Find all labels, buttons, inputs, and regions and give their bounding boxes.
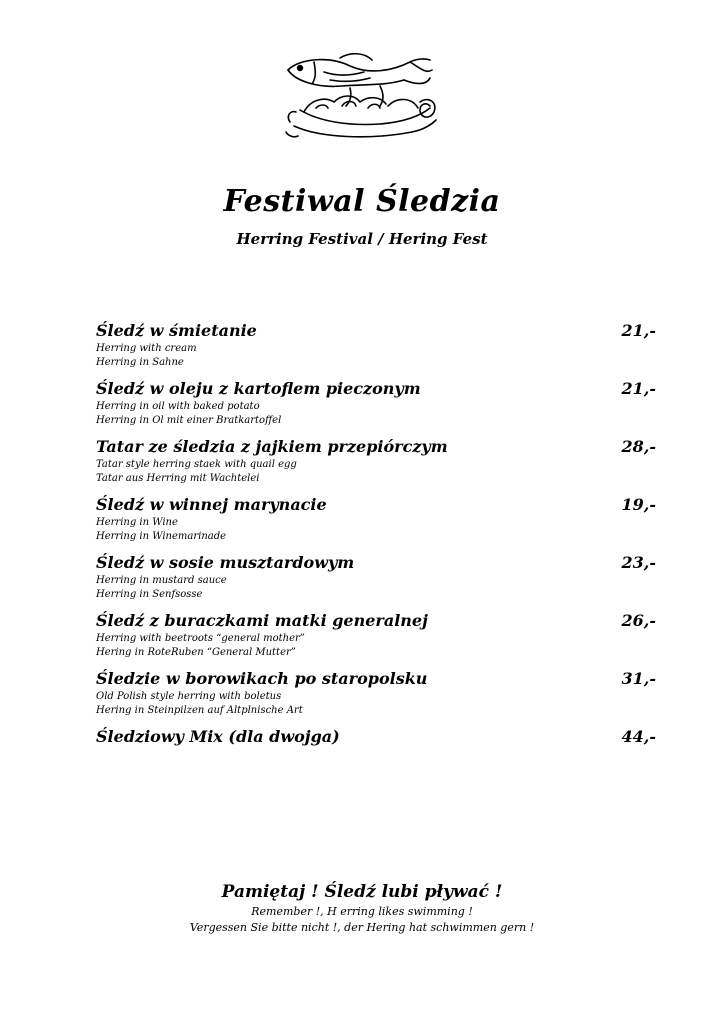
page-subtitle: Herring Festival / Hering Fest	[236, 230, 488, 248]
menu-item-price: 31,-	[621, 669, 656, 688]
menu-item	[96, 610, 656, 668]
menu-item-desc-de: Hering in Steinpilzen auf Altplnische Art	[96, 705, 303, 716]
menu-item-desc-de: Herring in Winemarinade	[96, 531, 227, 542]
menu-item-name: Śledziowy Mix (dla dwojga)	[96, 727, 340, 746]
menu-item-desc-de: Tatar aus Herring mit Wachtelei	[96, 473, 260, 484]
menu-item	[96, 668, 656, 726]
menu-item-desc-en: Herring in Wine	[96, 517, 178, 528]
menu-item-desc-en: Old Polish style herring with boletus	[96, 691, 282, 702]
fish-platter-icon	[280, 52, 444, 144]
footer-slogan: Pamiętaj ! Śledź lubi pływać !	[221, 882, 503, 902]
menu-item-desc-en: Tatar style herring staek with quail egg	[96, 459, 297, 470]
menu-item-desc-de: Herring in Ol mit einer Bratkartoffel	[96, 415, 282, 426]
menu-item-price: 19,-	[621, 495, 656, 514]
menu-item-name: Tatar ze śledzia z jajkiem przepiórczym	[96, 437, 448, 456]
menu-item-price: 44,-	[621, 727, 656, 746]
menu-item-name: Śledź w winnej marynacie	[96, 495, 327, 514]
menu-item-price: 26,-	[621, 611, 656, 630]
menu-item-name: Śledź w oleju z kartoflem pieczonym	[96, 379, 421, 398]
menu-item	[96, 378, 656, 436]
menu-item-desc-de: Herring in Senfsosse	[96, 589, 203, 600]
menu-item-name: Śledź w śmietanie	[96, 321, 257, 340]
menu-item	[96, 494, 656, 552]
menu-item-desc-de: Hering in RoteRuben “General Mutter”	[96, 647, 296, 658]
menu-item-price: 21,-	[621, 321, 656, 340]
page-title: Festiwal Śledzia	[223, 184, 501, 219]
footer-line-de: Vergessen Sie bitte nicht !, der Hering hat schwimmen gern !	[189, 921, 535, 934]
menu-item-price: 21,-	[621, 379, 656, 398]
footer-line-en: Remember !, H erring likes swimming !	[251, 905, 473, 918]
menu-item-price: 23,-	[621, 553, 656, 572]
menu-item	[96, 320, 656, 378]
menu-item	[96, 726, 656, 784]
menu-item	[96, 552, 656, 610]
footer	[0, 880, 724, 936]
menu-item-name: Śledź z buraczkami matki generalnej	[96, 611, 428, 630]
menu-item-name: Śledzie w borowikach po staropolsku	[96, 669, 428, 688]
menu-item-desc-en: Herring with cream	[96, 343, 197, 354]
menu-item-desc-en: Herring in mustard sauce	[96, 575, 227, 586]
menu-item-desc-en: Herring with beetroots “general mother”	[96, 633, 305, 644]
menu-item-desc-de: Herring in Sahne	[96, 357, 184, 368]
menu-item-name: Śledź w sosie musztardowym	[96, 553, 355, 572]
menu-list	[96, 320, 656, 784]
menu-item	[96, 436, 656, 494]
menu-item-price: 28,-	[621, 437, 656, 456]
menu-item-desc-en: Herring in oil with baked potato	[96, 401, 260, 412]
